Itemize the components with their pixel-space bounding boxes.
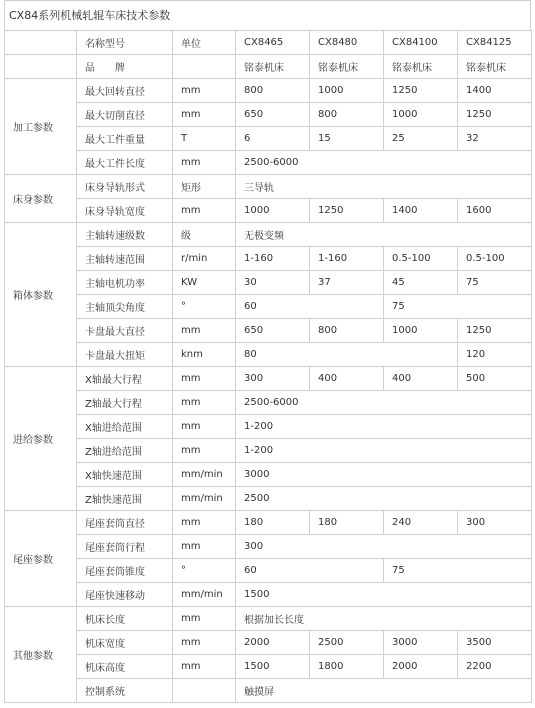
param-name: 主轴电机功率 bbox=[77, 271, 173, 295]
param-name: Z轴快速范围 bbox=[77, 487, 173, 511]
table-row bbox=[5, 151, 532, 175]
param-unit bbox=[173, 679, 236, 703]
param-name: 最大切削直径 bbox=[77, 103, 173, 127]
param-value: 铭泰机床 bbox=[384, 55, 458, 79]
header-row bbox=[5, 31, 532, 55]
param-name: 机床高度 bbox=[77, 655, 173, 679]
param-value: 120 bbox=[458, 343, 532, 367]
param-value: 500 bbox=[458, 367, 532, 391]
param-value: 三导轨 bbox=[236, 175, 532, 199]
param-value: 400 bbox=[384, 367, 458, 391]
table-row bbox=[5, 535, 532, 559]
table-row bbox=[5, 175, 532, 199]
param-value: 3500 bbox=[458, 631, 532, 655]
param-value: 25 bbox=[384, 127, 458, 151]
param-value: 800 bbox=[310, 319, 384, 343]
param-value: 1250 bbox=[384, 79, 458, 103]
param-value: 2200 bbox=[458, 655, 532, 679]
table-row bbox=[5, 247, 532, 271]
header-model: CX8465 bbox=[236, 31, 310, 55]
param-value: 触摸屏 bbox=[236, 679, 532, 703]
param-value: 650 bbox=[236, 103, 310, 127]
param-name: 品 牌 bbox=[77, 55, 173, 79]
table-row bbox=[5, 559, 532, 583]
param-name: X轴进给范围 bbox=[77, 415, 173, 439]
param-name: 尾座套筒行程 bbox=[77, 535, 173, 559]
param-value: 1600 bbox=[458, 199, 532, 223]
param-name: 卡盘最大扭矩 bbox=[77, 343, 173, 367]
param-name: 主轴转速级数 bbox=[77, 223, 173, 247]
param-value: 180 bbox=[236, 511, 310, 535]
param-unit bbox=[173, 55, 236, 79]
param-value: 1800 bbox=[310, 655, 384, 679]
param-unit: mm bbox=[173, 151, 236, 175]
table-row bbox=[5, 655, 532, 679]
table-row bbox=[5, 391, 532, 415]
param-value: 1500 bbox=[236, 583, 532, 607]
param-unit: mm bbox=[173, 319, 236, 343]
param-value: 15 bbox=[310, 127, 384, 151]
param-value: 300 bbox=[236, 535, 532, 559]
table-row bbox=[5, 319, 532, 343]
param-value: 1-160 bbox=[310, 247, 384, 271]
group-label: 床身参数 bbox=[5, 175, 77, 223]
param-value: 240 bbox=[384, 511, 458, 535]
param-name: 尾座套筒直径 bbox=[77, 511, 173, 535]
param-unit: mm/min bbox=[173, 463, 236, 487]
param-name: 尾座快速移动 bbox=[77, 583, 173, 607]
header-group-cell bbox=[5, 31, 77, 55]
param-value: 1250 bbox=[458, 103, 532, 127]
table-row bbox=[5, 463, 532, 487]
param-value: 0.5-100 bbox=[384, 247, 458, 271]
param-name: Z轴最大行程 bbox=[77, 391, 173, 415]
param-name: X轴最大行程 bbox=[77, 367, 173, 391]
header-model: CX84125 bbox=[458, 31, 532, 55]
param-value: 45 bbox=[384, 271, 458, 295]
param-value: 80 bbox=[236, 343, 458, 367]
param-unit: mm bbox=[173, 103, 236, 127]
header-unit: 单位 bbox=[173, 31, 236, 55]
param-unit: ° bbox=[173, 559, 236, 583]
param-value: 1-160 bbox=[236, 247, 310, 271]
param-unit: mm bbox=[173, 439, 236, 463]
param-value: 180 bbox=[310, 511, 384, 535]
table-row bbox=[5, 439, 532, 463]
param-value: 6 bbox=[236, 127, 310, 151]
param-value: 1-200 bbox=[236, 439, 532, 463]
group-label: 其他参数 bbox=[5, 607, 77, 703]
param-name: 机床宽度 bbox=[77, 631, 173, 655]
param-value: 2500-6000 bbox=[236, 151, 532, 175]
param-unit: mm bbox=[173, 391, 236, 415]
param-name: 主轴顶尖角度 bbox=[77, 295, 173, 319]
group-label: 箱体参数 bbox=[5, 223, 77, 367]
group-label bbox=[5, 55, 77, 79]
param-unit: r/min bbox=[173, 247, 236, 271]
param-value: 37 bbox=[310, 271, 384, 295]
param-unit: mm bbox=[173, 415, 236, 439]
table-row bbox=[5, 295, 532, 319]
table-row bbox=[5, 199, 532, 223]
spec-table bbox=[4, 30, 532, 703]
param-unit: mm bbox=[173, 631, 236, 655]
param-name: 主轴转速范围 bbox=[77, 247, 173, 271]
param-unit: mm bbox=[173, 367, 236, 391]
param-unit: T bbox=[173, 127, 236, 151]
param-value: 铭泰机床 bbox=[310, 55, 384, 79]
param-unit: KW bbox=[173, 271, 236, 295]
param-value: 75 bbox=[384, 559, 532, 583]
table-row bbox=[5, 103, 532, 127]
param-name: 尾座套筒锥度 bbox=[77, 559, 173, 583]
param-unit: mm/min bbox=[173, 583, 236, 607]
param-value: 1250 bbox=[310, 199, 384, 223]
group-label: 尾座参数 bbox=[5, 511, 77, 607]
param-value: 2500 bbox=[310, 631, 384, 655]
param-name: 最大工件长度 bbox=[77, 151, 173, 175]
param-unit: mm bbox=[173, 655, 236, 679]
param-value: 根据加长长度 bbox=[236, 607, 532, 631]
param-value: 400 bbox=[310, 367, 384, 391]
param-value: 1-200 bbox=[236, 415, 532, 439]
table-title: CX84系列机械轧辊车床技术参数 bbox=[4, 0, 531, 30]
group-label: 进给参数 bbox=[5, 367, 77, 511]
header-model: CX84100 bbox=[384, 31, 458, 55]
param-value: 60 bbox=[236, 559, 384, 583]
table-row bbox=[5, 415, 532, 439]
param-value: 无极变频 bbox=[236, 223, 532, 247]
param-unit: mm bbox=[173, 535, 236, 559]
param-unit: 矩形 bbox=[173, 175, 236, 199]
param-value: 3000 bbox=[236, 463, 532, 487]
param-value: 75 bbox=[458, 271, 532, 295]
table-row bbox=[5, 223, 532, 247]
param-value: 2000 bbox=[236, 631, 310, 655]
param-value: 1400 bbox=[384, 199, 458, 223]
table-row bbox=[5, 583, 532, 607]
table-row bbox=[5, 55, 532, 79]
param-value: 1000 bbox=[384, 319, 458, 343]
table-row bbox=[5, 679, 532, 703]
param-value: 30 bbox=[236, 271, 310, 295]
table-row bbox=[5, 367, 532, 391]
param-name: Z轴进给范围 bbox=[77, 439, 173, 463]
param-value: 2500 bbox=[236, 487, 532, 511]
param-unit: mm bbox=[173, 607, 236, 631]
param-value: 1250 bbox=[458, 319, 532, 343]
table-row bbox=[5, 79, 532, 103]
param-value: 60 bbox=[236, 295, 384, 319]
table-row bbox=[5, 511, 532, 535]
param-name: 机床长度 bbox=[77, 607, 173, 631]
param-value: 300 bbox=[458, 511, 532, 535]
param-name: 控制系统 bbox=[77, 679, 173, 703]
param-unit: 级 bbox=[173, 223, 236, 247]
spec-table-body bbox=[5, 31, 532, 703]
param-value: 1000 bbox=[236, 199, 310, 223]
param-name: 床身导轨形式 bbox=[77, 175, 173, 199]
param-name: 最大工件重量 bbox=[77, 127, 173, 151]
table-row bbox=[5, 127, 532, 151]
param-name: 最大回转直径 bbox=[77, 79, 173, 103]
table-row bbox=[5, 487, 532, 511]
table-row bbox=[5, 343, 532, 367]
param-name: X轴快速范围 bbox=[77, 463, 173, 487]
header-model: CX8480 bbox=[310, 31, 384, 55]
param-value: 300 bbox=[236, 367, 310, 391]
param-unit: mm/min bbox=[173, 487, 236, 511]
param-unit: mm bbox=[173, 511, 236, 535]
param-value: 1000 bbox=[310, 79, 384, 103]
param-value: 铭泰机床 bbox=[236, 55, 310, 79]
param-unit: knm bbox=[173, 343, 236, 367]
param-value: 3000 bbox=[384, 631, 458, 655]
param-unit: mm bbox=[173, 199, 236, 223]
param-value: 32 bbox=[458, 127, 532, 151]
param-value: 800 bbox=[310, 103, 384, 127]
header-name: 名称型号 bbox=[77, 31, 173, 55]
param-unit: mm bbox=[173, 79, 236, 103]
param-unit: ° bbox=[173, 295, 236, 319]
param-value: 650 bbox=[236, 319, 310, 343]
table-row bbox=[5, 607, 532, 631]
param-value: 2500-6000 bbox=[236, 391, 532, 415]
param-value: 1000 bbox=[384, 103, 458, 127]
param-name: 卡盘最大直径 bbox=[77, 319, 173, 343]
param-value: 800 bbox=[236, 79, 310, 103]
table-row bbox=[5, 631, 532, 655]
param-value: 1400 bbox=[458, 79, 532, 103]
param-value: 0.5-100 bbox=[458, 247, 532, 271]
param-value: 铭泰机床 bbox=[458, 55, 532, 79]
param-value: 1500 bbox=[236, 655, 310, 679]
param-name: 床身导轨宽度 bbox=[77, 199, 173, 223]
table-row bbox=[5, 271, 532, 295]
param-value: 2000 bbox=[384, 655, 458, 679]
group-label: 加工参数 bbox=[5, 79, 77, 175]
param-value: 75 bbox=[384, 295, 532, 319]
